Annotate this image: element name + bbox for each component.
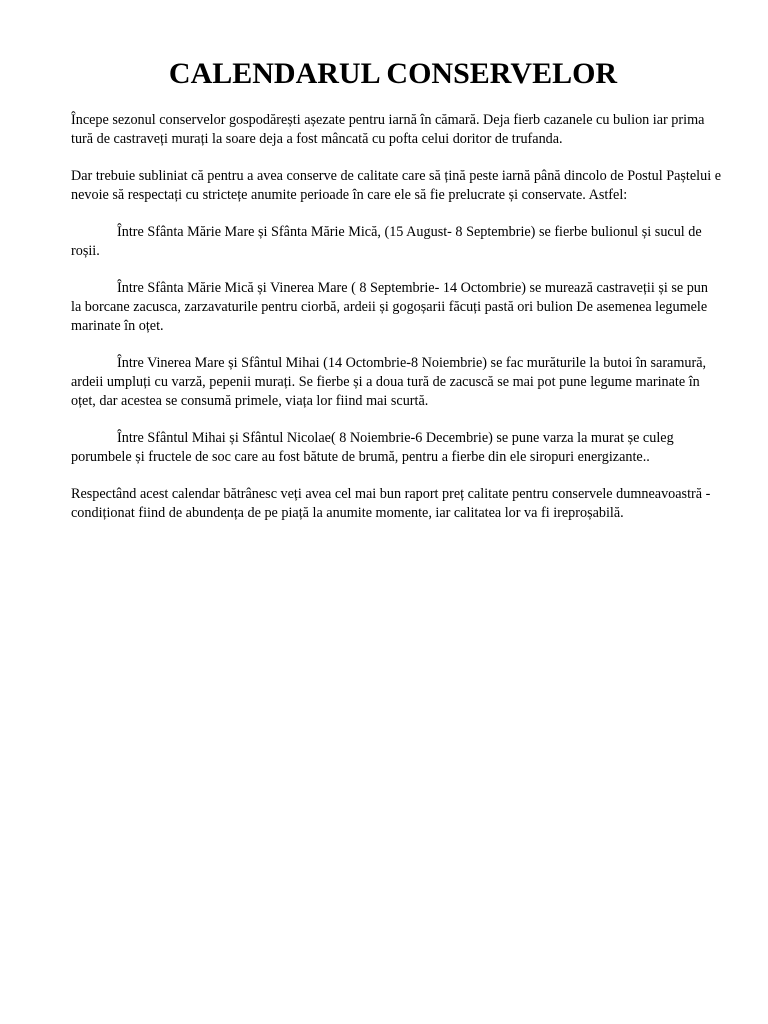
document-body — [71, 111, 721, 541]
paragraph-intro: Începe sezonul conservelor gospodărești așezate pentru iarnă în cămară. Deja fierb cazanele cu bulion iar prima tură de castraveți murați la soare deja a fost mâncată cu pofta celui doritor de trufanda. — [71, 112, 705, 147]
paragraph-period-1: Între Sfânta Mărie Mare și Sfânta Mărie Mică, (15 August- 8 Septembrie) se fierbe bulionul și sucul de roșii. — [71, 224, 702, 259]
paragraph-period-2: Între Sfânta Mărie Mică și Vinerea Mare ( 8 Septembrie- 14 Octombrie) se murează castraveții și se pun la borcane zacusca, zarzavaturile pentru ciorbă, ardeii și gogoșarii făcuți pastă ori bulion De asemenea legumele marinate în oțet. — [71, 280, 708, 334]
paragraph-period-4: Între Sfântul Mihai și Sfântul Nicolae( 8 Noiembrie-6 Decembrie) se pune varza la murat șe culeg porumbele și fructele de soc care au fost bătute de brumă, pentru a fierbe din ele siropuri energizante.. — [71, 430, 674, 465]
paragraph-conclusion: Respectând acest calendar bătrânesc veți avea cel mai bun raport preț calitate pentru conservele dumneavoastră -condiționat fiind de abundența de pe piață la anumite momente, iar calitatea lor va fi ireproșabilă. — [71, 486, 711, 521]
paragraph-requirement: Dar trebuie subliniat că pentru a avea conserve de calitate care să țină peste iarnă până dincolo de Postul Paștelui e nevoie să respectați cu strictețe anumite perioade în care ele să fie prelucrate și conservate. Astfel: — [71, 168, 721, 203]
document-title: CALENDARUL CONSERVELOR — [168, 57, 618, 90]
paragraph-period-3: Între Vinerea Mare și Sfântul Mihai (14 Octombrie-8 Noiembrie) se fac murăturile la butoi în saramură, ardeii umpluți cu varză, pepenii murați. Se fierbe și a doua tură de zacuscă se mai pot pune legume marinate în oțet, dar acestea se consumă primele, viața lor fiind mai scurtă. — [71, 355, 707, 409]
